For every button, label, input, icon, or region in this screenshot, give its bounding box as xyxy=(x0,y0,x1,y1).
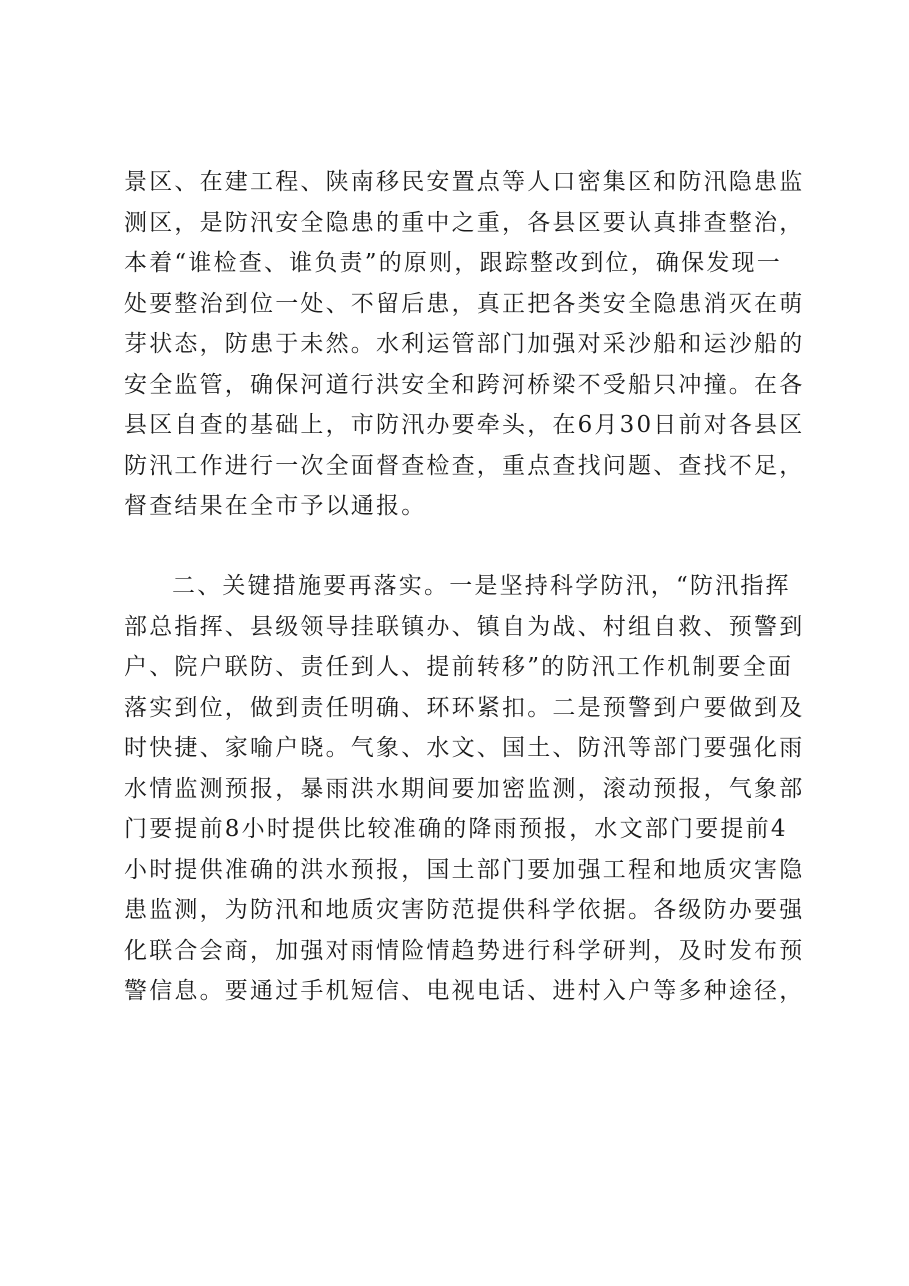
text-line: 测区，是防汛安全隐患的重中之重，各县区要认真排查整治， xyxy=(124,209,804,236)
text-line: 部总指挥、县级领导挂联镇办、镇自为战、村组自救、预警到 xyxy=(124,613,804,640)
text-line: 门要提前8小时提供比较准确的降雨预报，水文部门要提前4 xyxy=(124,816,788,842)
text-line: 时快捷、家喻户晓。气象、水文、国土、防汛等部门要强化雨 xyxy=(124,735,804,761)
paragraph-start-line: 二、关键措施要再落实。一是坚持科学防汛，“防汛指挥 xyxy=(172,573,791,599)
text-line: 化联合会商，加强对雨情险情趋势进行科学研判，及时发布预 xyxy=(124,937,804,964)
text-line: 县区自查的基础上，市防汛办要牵头，在6月30日前对各县区 xyxy=(124,412,804,438)
text-line: 落实到位，做到责任明确、环环紧扣。二是预警到户要做到及 xyxy=(124,694,804,721)
text-line: 警信息。要通过手机短信、电视电话、进村入户等多种途径， xyxy=(124,978,804,1004)
text-line: 防汛工作进行一次全面督查检查，重点查找问题、查找不足， xyxy=(124,452,804,479)
text-line: 本着“谁检查、谁负责”的原则，跟踪整改到位，确保发现一 xyxy=(124,250,782,276)
text-line: 户、院户联防、责任到人、提前转移”的防汛工作机制要全面 xyxy=(124,654,794,680)
text-line: 水情监测预报，暴雨洪水期间要加密监测，滚动预报，气象部 xyxy=(124,775,804,802)
text-line: 小时提供准确的洪水预报，国土部门要加强工程和地质灾害隐 xyxy=(124,856,804,883)
text-line: 安全监管，确保河道行洪安全和跨河桥梁不受船只冲撞。在各 xyxy=(124,371,804,398)
text-line: 患监测，为防汛和地质灾害防范提供科学依据。各级防办要强 xyxy=(124,897,804,923)
text-line: 处要整治到位一处、不留后患，真正把各类安全隐患消灭在萌 xyxy=(124,290,804,317)
text-line: 景区、在建工程、陕南移民安置点等人口密集区和防汛隐患监 xyxy=(124,169,804,195)
text-line: 芽状态，防患于未然。水利运管部门加强对采沙船和运沙船的 xyxy=(124,331,804,357)
text-line: 督查结果在全市予以通报。 xyxy=(124,493,427,519)
